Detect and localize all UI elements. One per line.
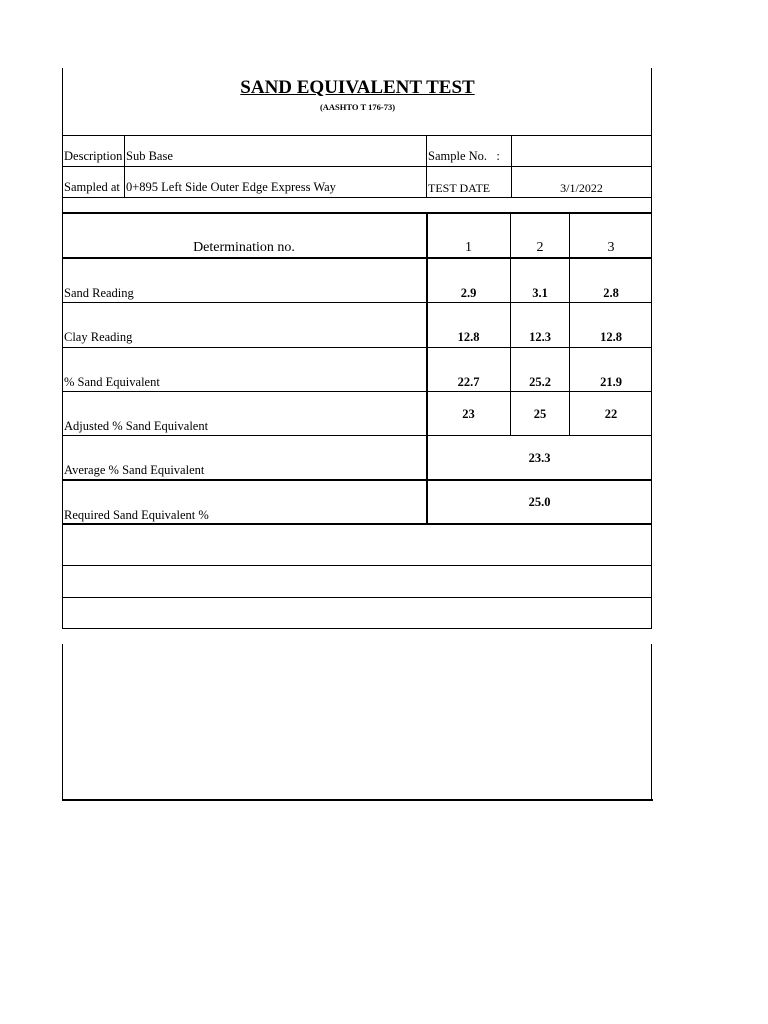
table-bottom-line: [62, 523, 652, 525]
description-value: Sub Base: [126, 149, 173, 163]
row-label-average: Average % Sand Equivalent: [64, 463, 205, 477]
adjusted-value-2: 25: [533, 407, 547, 421]
table-top-line: [62, 212, 652, 214]
sampled-at-value: 0+895 Left Side Outer Edge Express Way: [126, 180, 336, 194]
frame-bottom-line: [62, 628, 652, 629]
description-label: Description: [64, 150, 123, 163]
page-title: SAND EQUIVALENT TEST: [240, 77, 475, 98]
table-row-line-1: [62, 302, 652, 303]
adjusted-value-1: 23: [462, 407, 475, 421]
info-value-divider: [426, 135, 427, 197]
notes-line-1: [62, 565, 652, 566]
sand-reading-value-3: 2.8: [603, 286, 619, 300]
adjusted-value-3: 22: [604, 407, 618, 421]
remarks-bottom-border: [62, 799, 653, 801]
row-label-sand-equivalent: % Sand Equivalent: [64, 375, 160, 389]
test-date-value: 3/1/2022: [560, 181, 603, 195]
sand-equivalent-value-3: 21.9: [600, 375, 622, 389]
sample-no-label: Sample No. :: [428, 149, 500, 163]
test-date-label: TEST DATE: [428, 181, 491, 195]
frame-left-border: [62, 68, 63, 629]
sampled-at-label: Sampled at: [64, 181, 120, 194]
determination-label: Determination no.: [193, 240, 295, 255]
clay-reading-value-2: 12.3: [529, 330, 551, 344]
info-label-divider: [124, 135, 125, 197]
table-row-line-5: [62, 479, 652, 481]
info-bottom-line: [62, 197, 652, 198]
column-header-1: 1: [465, 240, 472, 255]
standard-reference: (AASHTO T 176-73): [319, 102, 396, 112]
clay-reading-value-1: 12.8: [457, 330, 480, 344]
required-value: 25.0: [528, 495, 551, 509]
notes-line-2: [62, 597, 652, 598]
sand-equivalent-value-1: 22.7: [457, 375, 480, 389]
sand-equivalent-value-2: 25.2: [529, 375, 551, 389]
remarks-right-border: [651, 644, 652, 801]
sand-reading-value-1: 2.9: [460, 286, 477, 300]
table-header-bottom-line: [62, 257, 652, 259]
row-label-required: Required Sand Equivalent %: [64, 508, 209, 522]
table-row-line-3: [62, 391, 652, 392]
column-header-3: 3: [607, 240, 615, 255]
info-mid-line: [62, 166, 652, 167]
row-label-adjusted-sand-equivalent: Adjusted % Sand Equivalent: [64, 419, 209, 433]
sand-reading-value-2: 3.1: [532, 286, 548, 300]
table-row-line-4: [62, 435, 652, 436]
average-value: 23.3: [528, 451, 551, 465]
remarks-left-border: [62, 644, 63, 801]
clay-reading-value-3: 12.8: [600, 330, 622, 344]
info-top-line: [62, 135, 652, 136]
table-row-line-2: [62, 347, 652, 348]
row-label-sand-reading: Sand Reading: [64, 286, 134, 300]
frame-right-border: [651, 68, 652, 629]
column-header-2: 2: [536, 240, 544, 255]
row-label-clay-reading: Clay Reading: [64, 330, 133, 344]
